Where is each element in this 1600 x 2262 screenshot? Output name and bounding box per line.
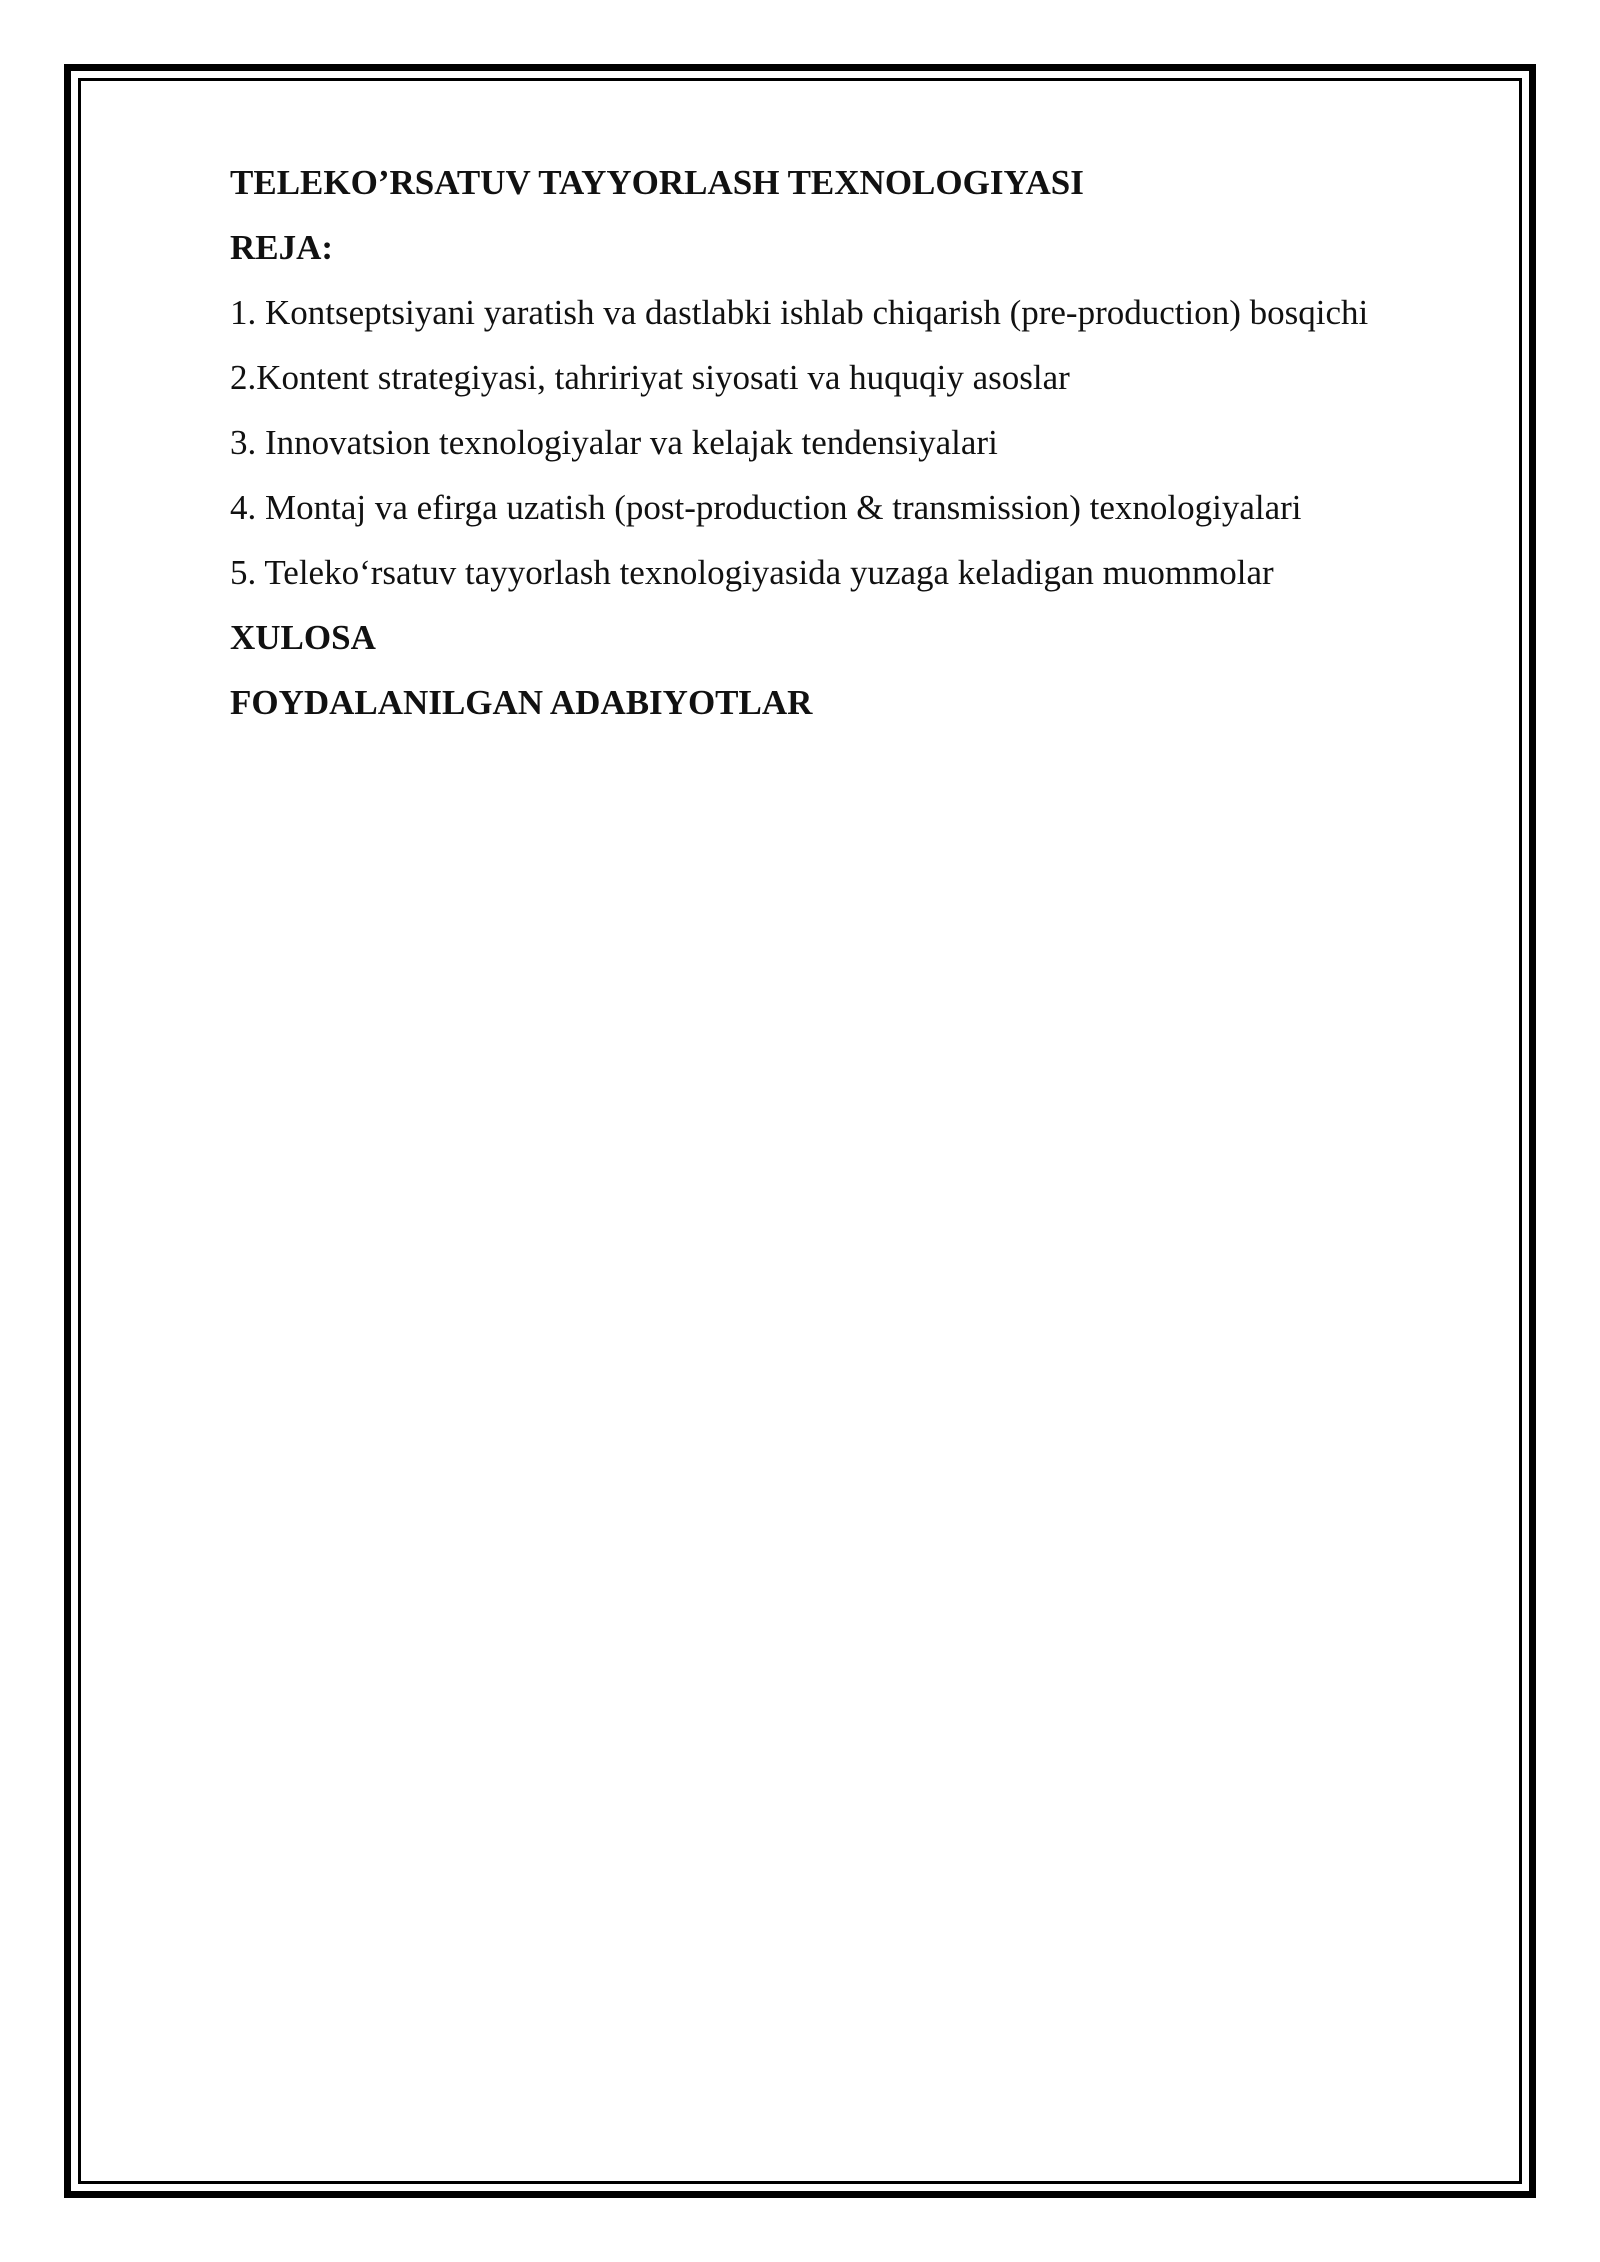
conclusion-heading: XULOSA — [230, 618, 376, 657]
references-heading: FOYDALANILGAN ADABIYOTLAR — [230, 683, 813, 722]
plan-item: 3. Innovatsion texnologiyalar va kelajak tendensiyalari — [230, 423, 998, 462]
plan-item: 2.Kontent strategiyasi, tahririyat siyosati va huquqiy asoslar — [230, 358, 1070, 397]
document-content — [230, 150, 1480, 735]
plan-heading: REJA: — [230, 228, 334, 267]
plan-item: 5. Teleko‘rsatuv tayyorlash texnologiyasida yuzaga keladigan muommolar — [230, 553, 1274, 592]
plan-list — [230, 280, 1480, 605]
plan-item: 1. Kontseptsiyani yaratish va dastlabki ishlab chiqarish (pre-production) bosqichi — [230, 293, 1369, 332]
plan-item: 4. Montaj va efirga uzatish (post-production & transmission) texnologiyalari — [230, 488, 1302, 527]
document-title: TELEKO’RSATUV TAYYORLASH TEXNOLOGIYASI — [230, 163, 1084, 202]
